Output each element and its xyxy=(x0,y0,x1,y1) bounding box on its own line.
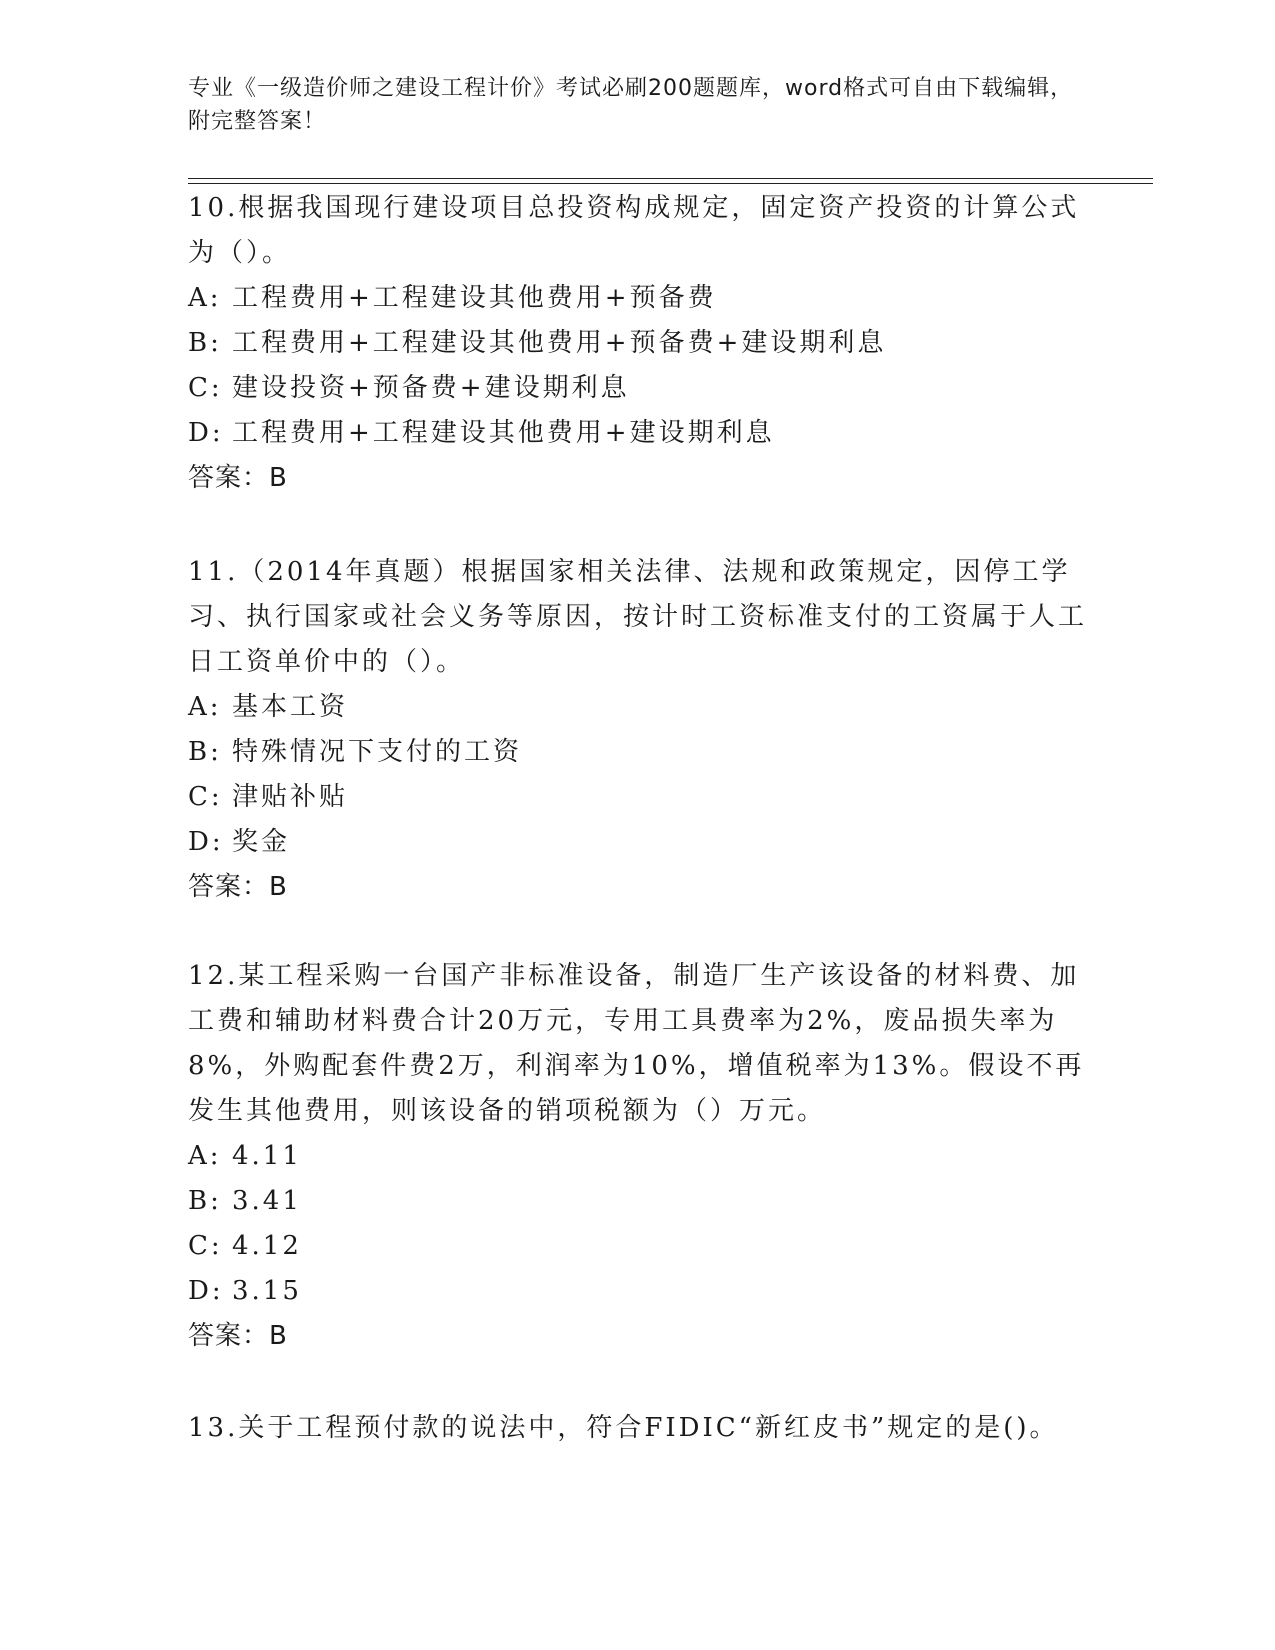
option-letter: C: xyxy=(188,1231,223,1261)
option-b xyxy=(188,730,1088,775)
header-divider-top xyxy=(188,178,1153,179)
option-text: 工程费用+工程建设其他费用+预备费+建设期利息 xyxy=(232,328,887,358)
option-d xyxy=(188,1269,1088,1314)
option-d xyxy=(188,820,1088,865)
option-a xyxy=(188,1134,1088,1179)
option-c xyxy=(188,1224,1088,1269)
option-text: 4.12 xyxy=(232,1231,302,1261)
question-11 xyxy=(188,550,1088,910)
option-text: 3.41 xyxy=(232,1186,302,1216)
option-text: 奖金 xyxy=(232,827,291,857)
option-letter: B: xyxy=(188,737,222,767)
option-text: 建设投资+预备费+建设期利息 xyxy=(232,373,630,403)
answer: 答案：B xyxy=(188,872,288,902)
question-13 xyxy=(188,1406,1088,1451)
answer: 答案：B xyxy=(188,463,288,493)
option-text: 津贴补贴 xyxy=(232,782,349,812)
option-letter: C: xyxy=(188,782,223,812)
option-c xyxy=(188,775,1088,820)
option-a xyxy=(188,276,1088,321)
option-a xyxy=(188,685,1088,730)
question-text: 10.根据我国现行建设项目总投资构成规定，固定资产投资的计算公式为（）。 xyxy=(188,193,1080,268)
option-text: 工程费用+工程建设其他费用+建设期利息 xyxy=(232,418,775,448)
option-letter: A: xyxy=(188,692,222,722)
option-letter: D: xyxy=(188,827,224,857)
option-letter: B: xyxy=(188,328,222,358)
question-text: 11.（2014年真题）根据国家相关法律、法规和政策规定，因停工学习、执行国家或社会义务等原因，按计时工资标准支付的工资属于人工日工资单价中的（）。 xyxy=(188,557,1088,677)
option-text: 特殊情况下支付的工资 xyxy=(232,737,523,767)
option-text: 基本工资 xyxy=(232,692,349,722)
option-letter: B: xyxy=(188,1186,222,1216)
option-letter: A: xyxy=(188,283,222,313)
question-12 xyxy=(188,954,1088,1359)
option-letter: A: xyxy=(188,1141,222,1171)
option-c xyxy=(188,366,1088,411)
option-text: 3.15 xyxy=(232,1276,302,1306)
option-b xyxy=(188,321,1088,366)
option-letter: D: xyxy=(188,1276,224,1306)
answer: 答案：B xyxy=(188,1321,288,1351)
option-letter: C: xyxy=(188,373,223,403)
option-letter: D: xyxy=(188,418,224,448)
document-header: 专业《一级造价师之建设工程计价》考试必刷200题题库，word格式可自由下载编辑，附完整答案！ xyxy=(188,76,1074,134)
option-b xyxy=(188,1179,1088,1224)
question-10 xyxy=(188,186,1088,501)
option-text: 4.11 xyxy=(232,1141,302,1171)
header-divider-bottom xyxy=(188,183,1153,184)
option-d xyxy=(188,411,1088,456)
question-text: 12.某工程采购一台国产非标准设备，制造厂生产该设备的材料费、加工费和辅助材料费合计20万元，专用工具费率为2%，废品损失率为8%，外购配套件费2万，利润率为10%，增值税率为13%。假设不再发生其他费用，则该设备的销项税额为（）万元。 xyxy=(188,961,1085,1126)
option-text: 工程费用+工程建设其他费用+预备费 xyxy=(232,283,717,313)
question-text: 13.关于工程预付款的说法中，符合FIDIC“新红皮书”规定的是()。 xyxy=(188,1413,1059,1443)
